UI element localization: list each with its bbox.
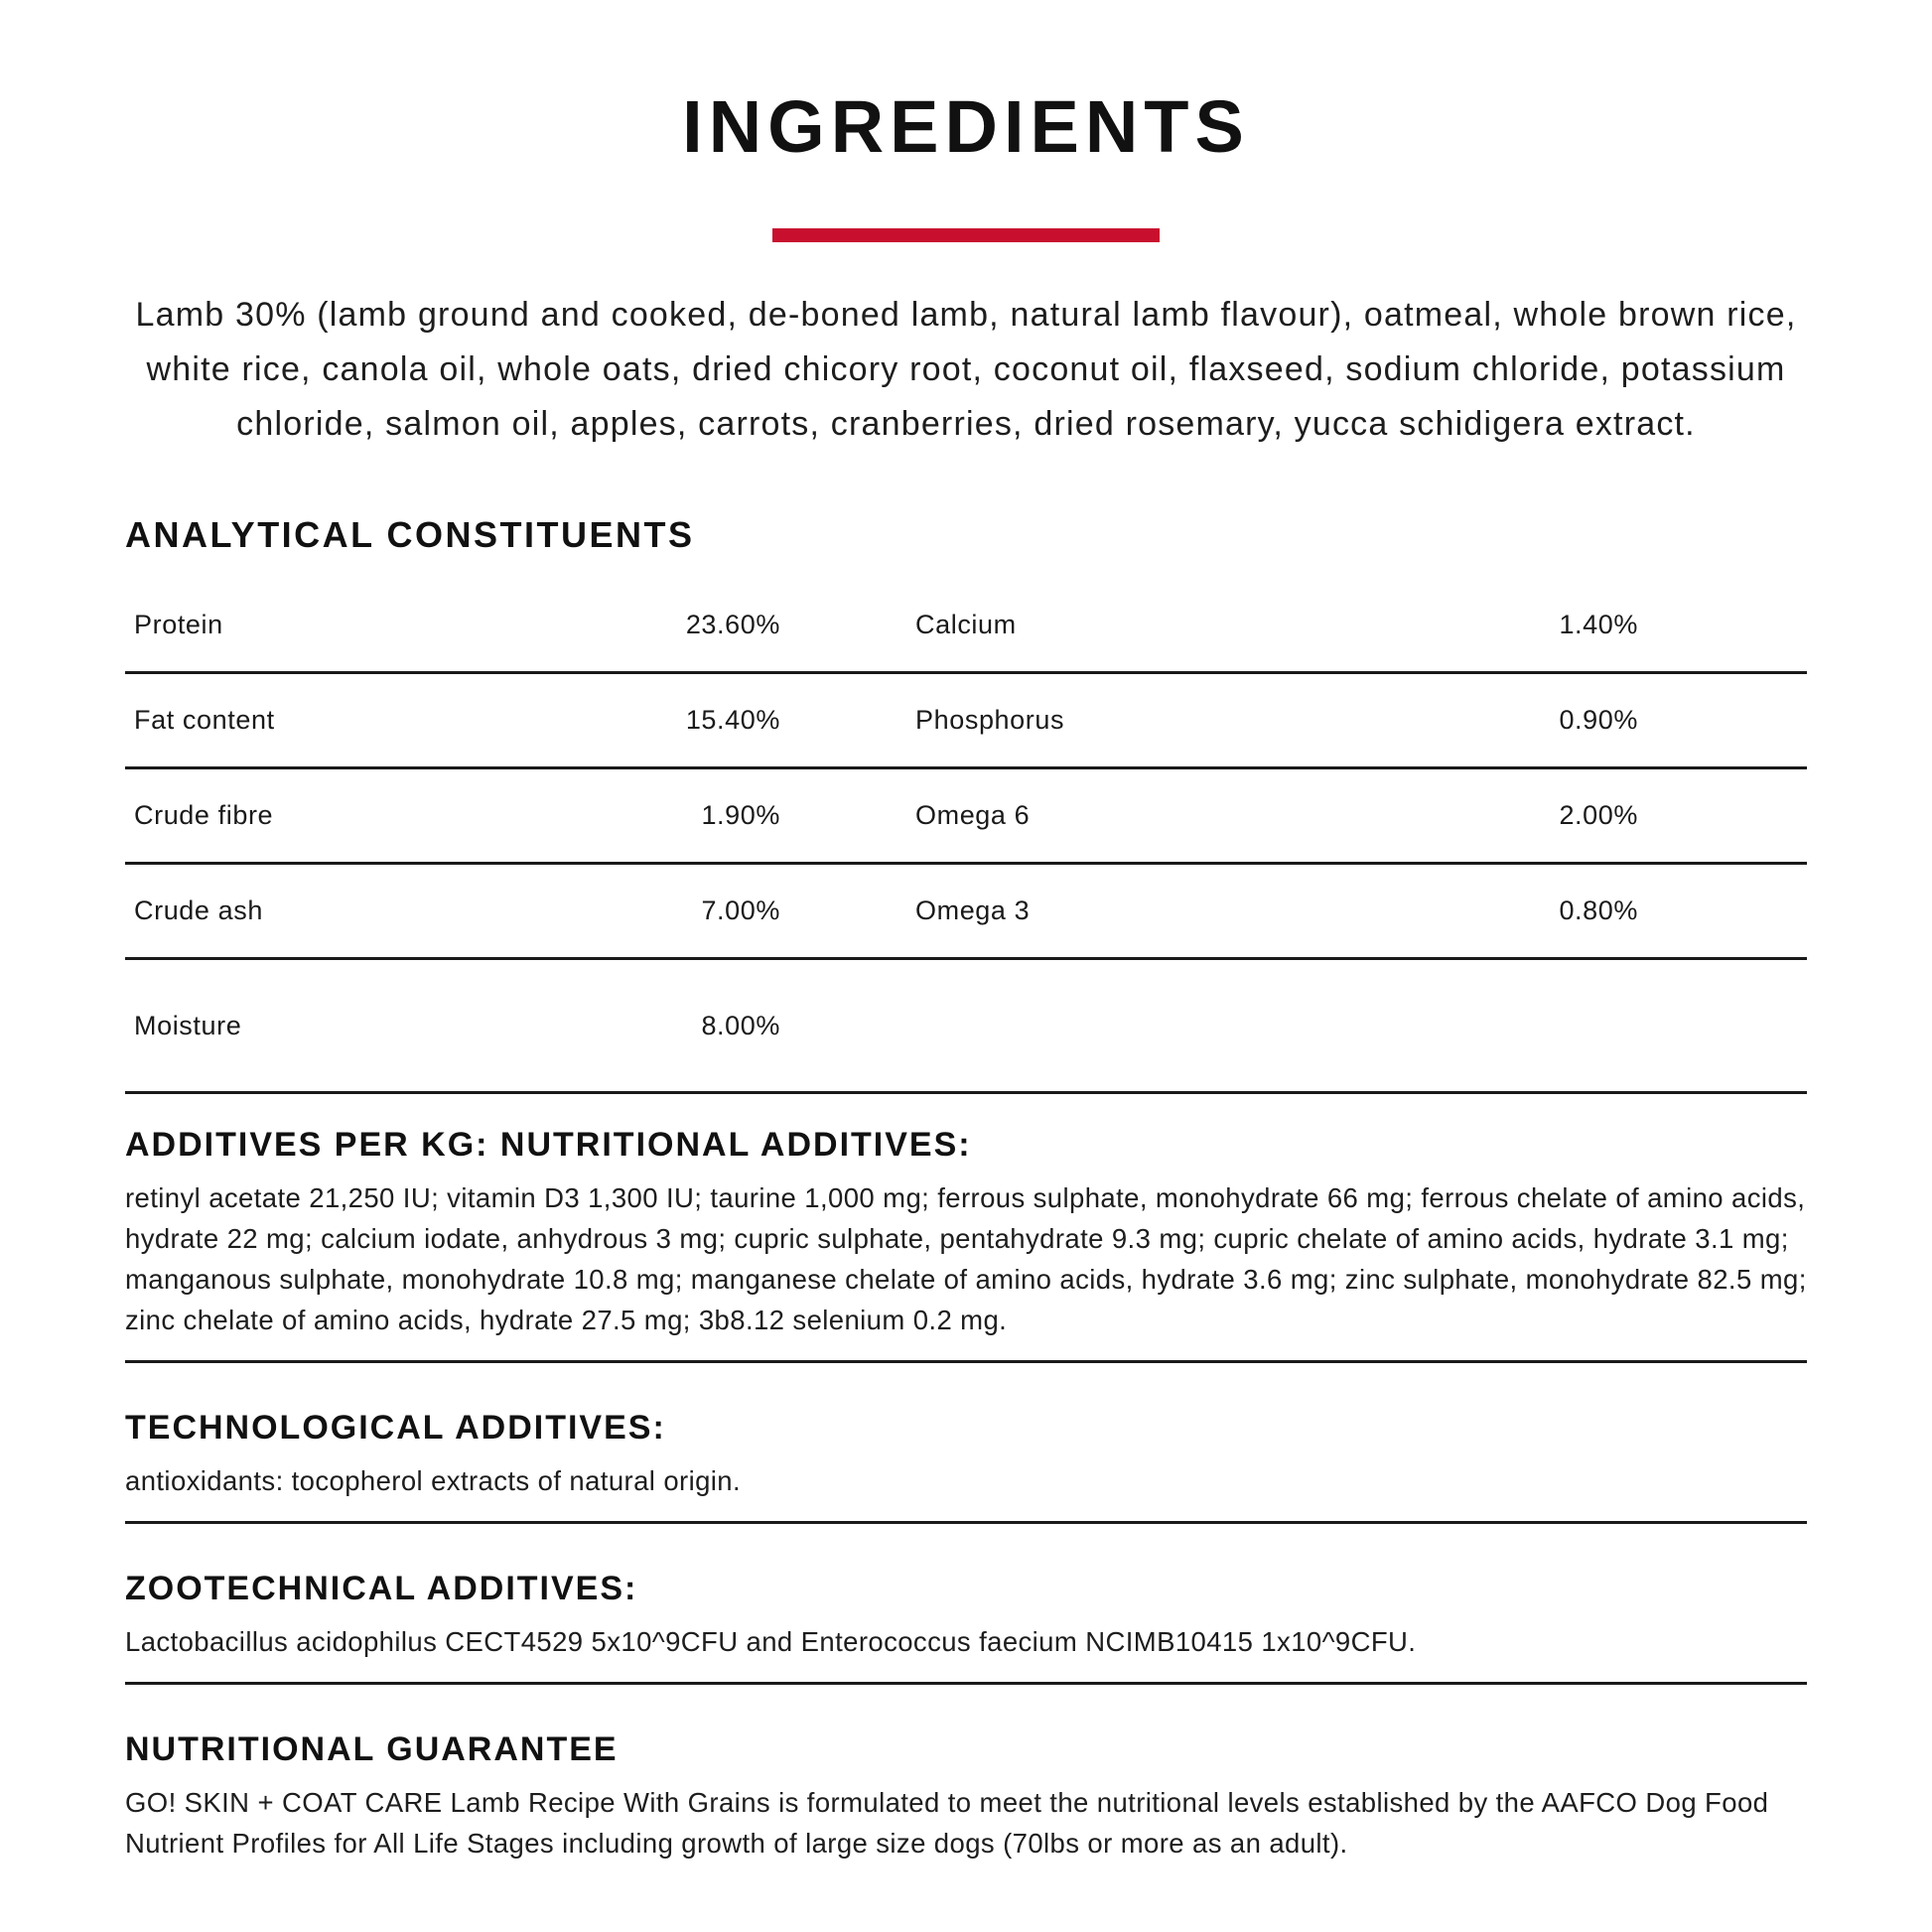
table-row bbox=[125, 960, 1807, 1094]
section-body: antioxidants: tocopherol extracts of natural origin. bbox=[125, 1465, 742, 1496]
nutrient-value: 8.00% bbox=[701, 1010, 780, 1040]
analytical-table bbox=[125, 579, 1807, 1094]
section-body: Lactobacillus acidophilus CECT4529 5x10^9CFU and Enterococcus faecium NCIMB10415 1x10^9CFU. bbox=[125, 1626, 1417, 1657]
nutrient-label: Moisture bbox=[134, 1010, 242, 1040]
ingredients-paragraph: Lamb 30% (lamb ground and cooked, de-boned lamb, natural lamb flavour), oatmeal, whole brown rice, white rice, canola oil, whole oats, dried chicory root, coconut oil, flaxseed, sodium chloride, potassium chloride, salmon oil, apples, carrots, cranberries, dried rosemary, yucca schidigera extract. bbox=[135, 296, 1797, 443]
section-nutritional-guarantee bbox=[125, 1726, 1807, 1863]
section-heading: TECHNOLOGICAL ADDITIVES: bbox=[125, 1409, 666, 1447]
section-technological-additives bbox=[125, 1405, 1807, 1524]
table-row bbox=[125, 865, 1807, 960]
section-heading: NUTRITIONAL GUARANTEE bbox=[125, 1730, 619, 1768]
nutrient-label: Crude ash bbox=[134, 896, 263, 925]
title-underline-bar bbox=[772, 228, 1160, 242]
section-body: retinyl acetate 21,250 IU; vitamin D3 1,300 IU; taurine 1,000 mg; ferrous sulphate, monohydrate 66 mg; ferrous chelate of amino acids, hydrate 22 mg; calcium iodate, anhydrous 3 mg; cupric sulphate, pentahydrate 9.3 mg; cupric chelate of amino acids, hydrate 3.1 mg; manganous sulphate, monohydrate 10.8 mg; manganese chelate of amino acids, hydrate 3.6 mg; zinc sulphate, monohydrate 82.5 mg; zinc chelate of amino acids, hydrate 27.5 mg; 3b8.12 selenium 0.2 mg. bbox=[125, 1182, 1807, 1335]
page-title: INGREDIENTS bbox=[682, 85, 1250, 168]
nutrient-value: 1.90% bbox=[701, 800, 780, 830]
nutrient-value: 0.90% bbox=[1559, 705, 1638, 735]
nutrient-label: Crude fibre bbox=[134, 800, 274, 830]
section-nutritional-additives bbox=[125, 1122, 1807, 1363]
nutrient-value: 7.00% bbox=[701, 896, 780, 925]
table-row bbox=[125, 769, 1807, 865]
section-heading: ZOOTECHNICAL ADDITIVES: bbox=[125, 1570, 638, 1607]
nutrient-label: Omega 3 bbox=[915, 896, 1031, 925]
nutrient-value: 23.60% bbox=[685, 610, 780, 639]
section-heading: ADDITIVES PER KG: NUTRITIONAL ADDITIVES: bbox=[125, 1126, 972, 1164]
analytical-constituents-heading: ANALYTICAL CONSTITUENTS bbox=[125, 514, 695, 555]
nutrient-label: Protein bbox=[134, 610, 223, 639]
table-row bbox=[125, 674, 1807, 769]
nutrient-label: Calcium bbox=[915, 610, 1017, 639]
nutrient-value: 0.80% bbox=[1559, 896, 1638, 925]
nutrient-value: 2.00% bbox=[1559, 800, 1638, 830]
section-zootechnical-additives bbox=[125, 1566, 1807, 1685]
nutrient-label: Omega 6 bbox=[915, 800, 1031, 830]
section-body: GO! SKIN + COAT CARE Lamb Recipe With Grains is formulated to meet the nutritional levels established by the AAFCO Dog Food Nutrient Profiles for All Life Stages including growth of large size dogs (70lbs or more as an adult). bbox=[125, 1787, 1769, 1859]
nutrient-value: 1.40% bbox=[1559, 610, 1638, 639]
nutrient-value: 15.40% bbox=[685, 705, 780, 735]
table-row bbox=[125, 579, 1807, 674]
nutrient-label: Fat content bbox=[134, 705, 275, 735]
nutrient-label: Phosphorus bbox=[915, 705, 1065, 735]
